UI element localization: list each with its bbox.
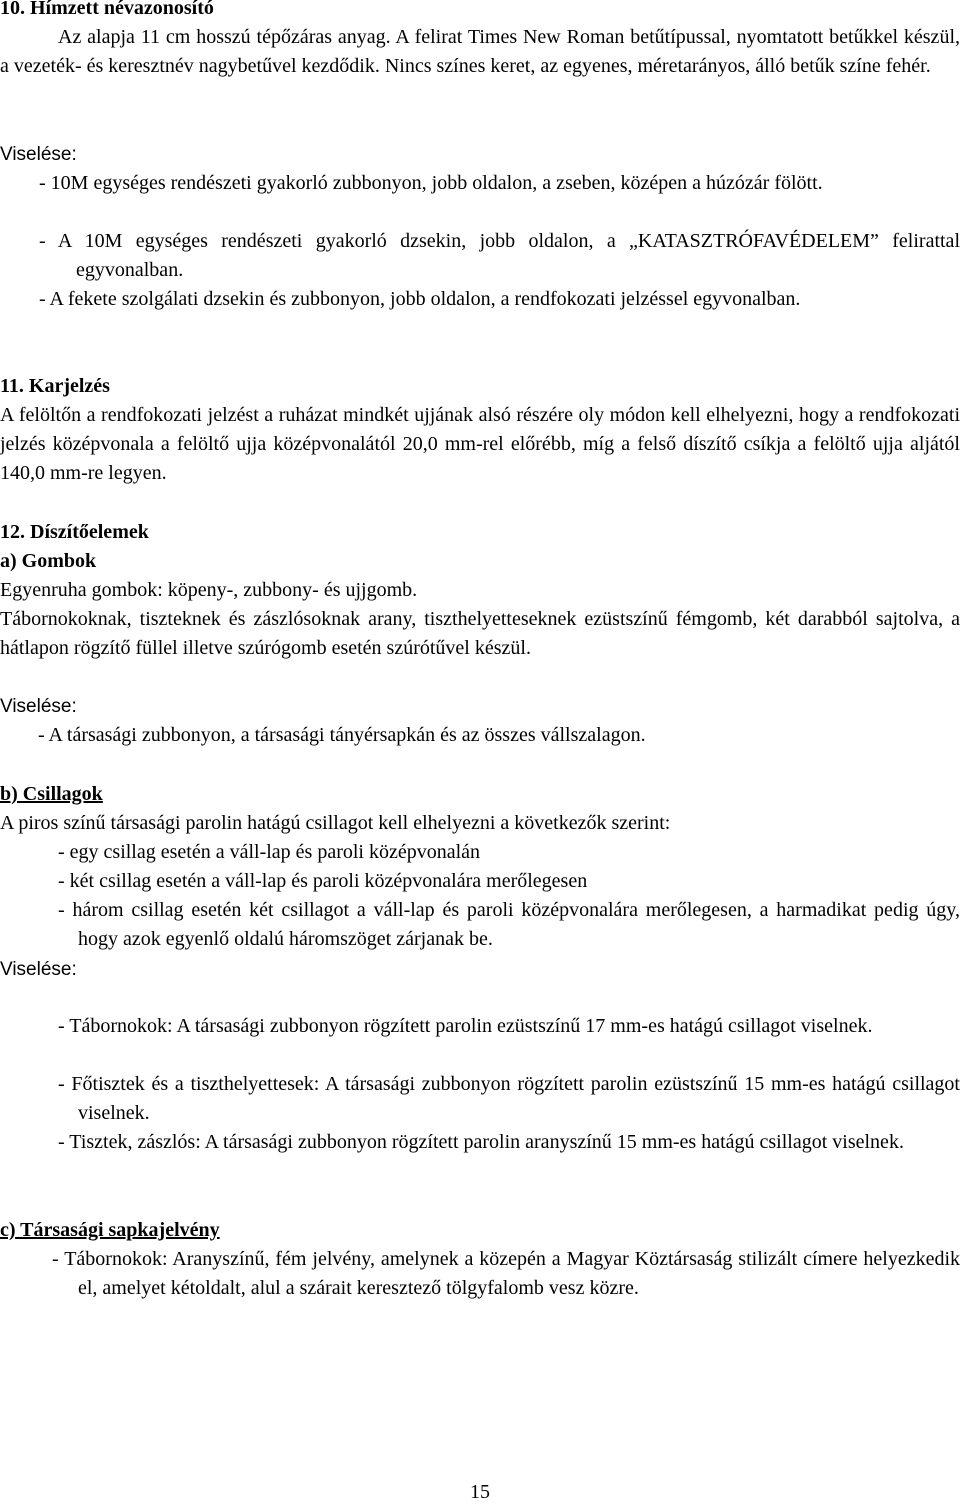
section-12c-heading: c) Társasági sapkajelvény [0, 1219, 220, 1241]
section-12b-wear-item-1: - Tábornokok: A társasági zubbonyon rögzített parolin ezüstszínű 17 mm-es hatágú csillagot viselnek. [58, 1015, 873, 1037]
section-12a-line-2: Tábornokoknak, tiszteknek és zászlósoknak arany, tiszthelyetteseknek ezüstszínű fémgomb, két darabból sajtolva, a hátlapon rögzítő füllel illetve szúrógomb esetén szúrótűvel készül. [0, 608, 960, 659]
section-12a-item: - A társasági zubbonyon, a társasági tányérsapkán és az összes vállszalagon. [38, 724, 646, 746]
page-number: 15 [470, 1481, 490, 1503]
section-12b-item-2: - két csillag esetén a váll-lap és paroli középvonalára merőlegesen [58, 870, 588, 892]
section-12b-wear-item-3: - Tisztek, zászlós: A társasági zubbonyon rögzített parolin aranyszínű 15 mm-es hatágú csillagot viselnek. [58, 1131, 904, 1153]
section-10-item-3: - A fekete szolgálati dzsekin és zubbonyon, jobb oldalon, a rendfokozati jelzéssel egyvonalban. [39, 288, 801, 310]
section-12c-item: - Tábornokok: Aranyszínű, fém jelvény, amelynek a közepén a Magyar Köztársaság stilizált címere helyezkedik el, amelyet kétoldalt, alul a szárait keresztező tölgyfalomb vesz közre. [52, 1248, 960, 1299]
section-12b-item-3: - három csillag esetén két csillagot a váll-lap és paroli középvonalára merőlegesen, a harmadikat pedig úgy, hogy azok egyenlő oldalú háromszöget zárjanak be. [58, 899, 960, 950]
section-10-viselese-label: Viselése: [0, 144, 77, 165]
section-12-heading: 12. Díszítőelemek [0, 521, 149, 543]
section-12b-wear-item-2: - Főtisztek és a tiszthelyettesek: A társasági zubbonyon rögzített parolin ezüstszínű 15 mm-es hatágú csillagot viselnek. [58, 1073, 960, 1124]
section-11-body: A felöltőn a rendfokozati jelzést a ruházat mindkét ujjának alsó részére oly módon kell elhelyezni, hogy a rendfokozati jelzés középvonala a felöltő ujja középvonalától 20,0 mm-rel előrébb, míg a felső díszítő csíkja a felöltő ujja aljától 140,0 mm-re legyen. [0, 404, 960, 484]
section-10-item-2: - A 10M egységes rendészeti gyakorló dzsekin, jobb oldalon, a „KATASZTRÓFAVÉDELEM” felirattal egyvonalban. [39, 230, 960, 281]
section-12a-line-1: Egyenruha gombok: köpeny-, zubbony- és ujjgomb. [0, 579, 418, 601]
section-12b-heading: b) Csillagok [0, 783, 103, 805]
section-10-body: Az alapja 11 cm hosszú tépőzáras anyag. A felirat Times New Roman betűtípussal, nyomtatott betűkkel készül, a vezeték- és keresztnév nagybetűvel kezdődik. Nincs színes keret, az egyenes, méretarányos, álló betűk színe fehér. [0, 26, 960, 77]
section-12b-intro: A piros színű társasági parolin hatágú csillagot kell elhelyezni a következők szerint: [0, 812, 671, 834]
section-11-heading: 11. Karjelzés [0, 375, 110, 397]
section-12b-item-1: - egy csillag esetén a váll-lap és paroli középvonalán [58, 841, 481, 863]
section-12b-viselese-label: Viselése: [0, 959, 77, 980]
section-10-heading: 10. Hímzett névazonosító [0, 0, 214, 19]
section-12a-heading: a) Gombok [0, 550, 97, 572]
section-10-item-1: - 10M egységes rendészeti gyakorló zubbonyon, jobb oldalon, a zseben, középen a húzózár fölött. [39, 172, 823, 194]
section-12a-viselese-label: Viselése: [0, 696, 77, 717]
